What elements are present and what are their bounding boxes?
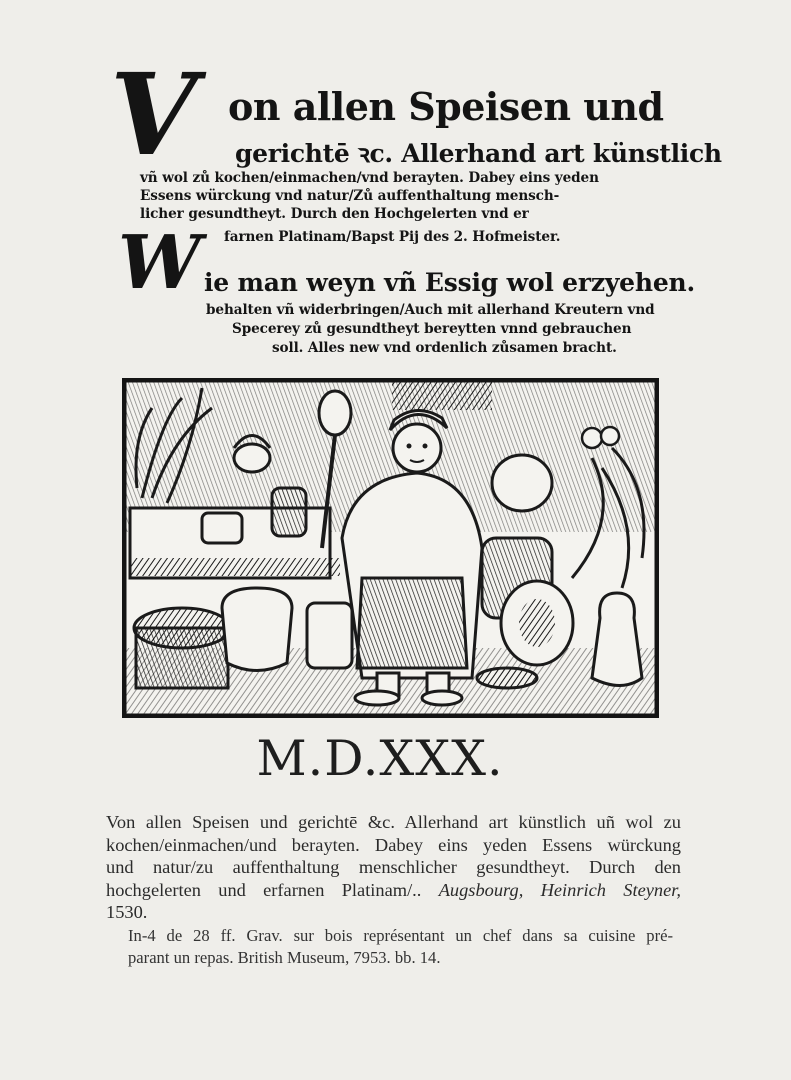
note-line-2: parant un repas. British Museum, 7953. bb. 14. xyxy=(128,947,441,967)
decorated-initial-w: W xyxy=(118,220,202,306)
caption-line-1: Von allen Speisen und gerichtē &c. Allerhand art künstlich uñ wol zu xyxy=(106,812,681,832)
decorated-initial-v: V xyxy=(110,50,191,181)
title-line-1: on allen Speisen und xyxy=(228,84,664,129)
title-line-9: Specerey zů gesundtheyt bereytten vnnd gebrauchen xyxy=(232,321,632,337)
caption-line-5: 1530. xyxy=(106,902,148,922)
caption xyxy=(106,811,681,924)
title-line-7: ie man weyn vñ Essig wol erzyehen. xyxy=(204,268,696,297)
title-line-4: Essens würckung vnd natur/Zů auffenthaltung mensch- xyxy=(140,188,560,204)
caption-line-2: kochen/einmachen/und berayten. Dabey eins yeden Essens würckung xyxy=(106,834,681,855)
caption-line-3: und natur/zu auffenthaltung menschlicher gesundtheyt. Durch den xyxy=(106,857,681,877)
title-line-10: soll. Alles new vnd ordenlich zůsamen bracht. xyxy=(272,340,617,356)
title-line-3: vñ wol zů kochen/einmachen/vnd berayten. Dabey eins yeden xyxy=(140,170,599,186)
caption-line-4-text: hochgelerten und erfarnen Platinam/.. xyxy=(106,879,422,900)
title-line-5: licher gesundtheyt. Durch den Hochgelerten vnd er xyxy=(140,206,529,222)
note-line-1: In-4 de 28 ff. Grav. sur bois représentant un chef dans sa cuisine pré- xyxy=(128,926,673,945)
caption-place-printer: Augsbourg, Heinrich Steyner, xyxy=(438,879,681,900)
bibliographic-note xyxy=(128,925,673,968)
woodcut-cook-in-kitchen-image xyxy=(122,378,659,718)
title-line-2: gerichtē ꝛc. Allerhand art künstlich xyxy=(235,139,722,168)
title-line-8: behalten vñ widerbringen/Auch mit allerhand Kreutern vnd xyxy=(206,302,655,318)
publication-year-roman: M.D.XXX. xyxy=(256,730,504,787)
caption-line-4 xyxy=(106,879,681,902)
title-line-6: farnen Platinam/Bapst Pij des 2. Hofmeister. xyxy=(224,229,561,245)
